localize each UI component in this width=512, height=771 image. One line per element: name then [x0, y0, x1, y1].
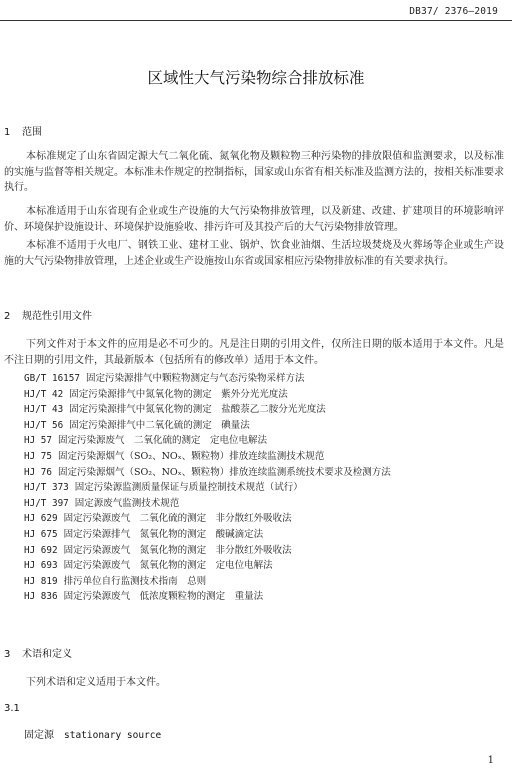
reference-title: 固定污染源废气 低浓度颗粒物的测定 重量法 — [63, 591, 264, 603]
term-english: stationary source — [64, 730, 162, 741]
reference-code: HJ/T 397 — [24, 497, 69, 509]
header-rule — [0, 20, 512, 21]
reference-item — [24, 418, 391, 434]
reference-item — [24, 574, 391, 590]
reference-title: 固定污染源废气 二氧化硫的测定 定电位电解法 — [58, 435, 268, 447]
reference-title: 固定污染源排气中氮氧化物的测定 紫外分光光度法 — [69, 388, 288, 400]
section-number: 1 — [4, 127, 11, 138]
reference-title: 固定污染源排气 氮氧化物的测定 酸碱滴定法 — [63, 528, 264, 540]
reference-code: HJ 819 — [24, 575, 58, 587]
reference-code: HJ 693 — [24, 560, 58, 572]
reference-code: HJ 675 — [24, 528, 58, 540]
reference-item — [24, 543, 391, 559]
reference-item — [24, 433, 391, 449]
reference-code: HJ 57 — [24, 435, 52, 447]
section-number: 2 — [4, 311, 11, 322]
reference-title: 固定污染源废气 氮氧化物的测定 定电位电解法 — [63, 560, 273, 572]
scope-paragraph-2: 本标准适用于山东省现有企业或生产设施的大气污染物排放管理，以及新建、改建、扩建项目的环境影响评价、环境保护设施设计、环境保护设施验收、排污许可及其投产后的大气污染物排放管理。 — [4, 206, 504, 233]
reference-title: 固定污染源烟气（SO₂、NOₓ、颗粒物）排放连续监测技术规范 — [58, 450, 325, 462]
subclause-number: 3.1 — [4, 703, 20, 714]
reference-title: 固定污染源排气中颗粒物测定与气态污染物采样方法 — [85, 373, 305, 384]
standard-code: DB37/ 2376—2019 — [409, 6, 498, 17]
section-title: 术语和定义 — [22, 649, 72, 660]
section-1-heading — [4, 123, 42, 138]
reference-item — [24, 527, 391, 543]
reference-title: 固定污染源排气中氮氧化物的测定 盐酸萘乙二胺分光光度法 — [69, 404, 326, 416]
document-title: 区域性大气污染物综合排放标准 — [147, 69, 365, 87]
reference-item — [24, 480, 391, 496]
section-title: 规范性引用文件 — [22, 311, 92, 322]
reference-item — [24, 558, 391, 574]
reference-title: 固定污染源废气 氮氧化物的测定 非分散红外吸收法 — [63, 544, 292, 556]
reference-title: 固定源废气监测技术规范 — [74, 497, 180, 509]
reference-code: HJ/T 43 — [24, 404, 64, 416]
page-number: 1 — [487, 755, 494, 766]
reference-item — [24, 465, 391, 481]
reference-code: HJ/T 42 — [24, 388, 64, 400]
reference-item — [24, 387, 391, 403]
terms-intro: 下列术语和定义适用于本文件。 — [26, 677, 166, 688]
reference-item — [24, 589, 391, 605]
reference-code: HJ 836 — [24, 591, 58, 603]
section-title: 范围 — [22, 127, 42, 138]
section-2-heading — [4, 307, 92, 322]
reference-title: 固定污染源监测质量保证与质量控制技术规范（试行） — [74, 482, 303, 494]
section-number: 3 — [4, 649, 11, 660]
reference-title: 固定污染源排气中二氧化硫的测定 碘量法 — [69, 419, 250, 431]
reference-title: 排污单位自行监测技术指南 总则 — [63, 575, 207, 587]
scope-paragraph-1: 本标准规定了山东省固定源大气二氧化硫、氮氧化物及颗粒物三种污染物的排放限值和监测要求，以及标准的实施与监督等相关规定。本标准未作规定的控制指标，国家或山东省有相关标准及监测方法的，按相关标准要求执行。 — [4, 151, 504, 193]
reference-title: 固定污染源烟气（SO₂、NOₓ、颗粒物）排放连续监测系统技术要求及检测方法 — [58, 466, 391, 478]
references-intro: 下列文件对于本文件的应用是必不可少的。凡是注日期的引用文件，仅所注日期的版本适用于本文件。凡是不注日期的引用文件，其最新版本（包括所有的修改单）适用于本文件。 — [4, 339, 504, 366]
reference-code: HJ/T 56 — [24, 419, 64, 431]
reference-title: 固定污染源废气 二氧化硫的测定 非分散红外吸收法 — [63, 513, 292, 525]
reference-code: HJ 692 — [24, 544, 58, 556]
reference-code: HJ 629 — [24, 513, 58, 525]
term-entry — [24, 726, 161, 741]
scope-paragraph-3: 本标准不适用于火电厂、钢铁工业、建材工业、锅炉、饮食业油烟、生活垃圾焚烧及火葬场等企业或生产设施的大气污染物排放管理，上述企业或生产设施按山东省或国家相应污染物排放标准的有关要求执行。 — [4, 240, 504, 267]
reference-list — [24, 371, 391, 605]
reference-code: HJ 75 — [24, 450, 52, 462]
term-chinese: 固定源 — [24, 730, 54, 741]
reference-item — [24, 449, 391, 465]
section-3-heading — [4, 645, 72, 660]
reference-item — [24, 511, 391, 527]
reference-item — [24, 371, 391, 387]
reference-code: HJ 76 — [24, 466, 52, 478]
reference-item — [24, 496, 391, 512]
reference-item — [24, 402, 391, 418]
reference-code: GB/T 16157 — [24, 373, 80, 384]
reference-code: HJ/T 373 — [24, 482, 69, 494]
